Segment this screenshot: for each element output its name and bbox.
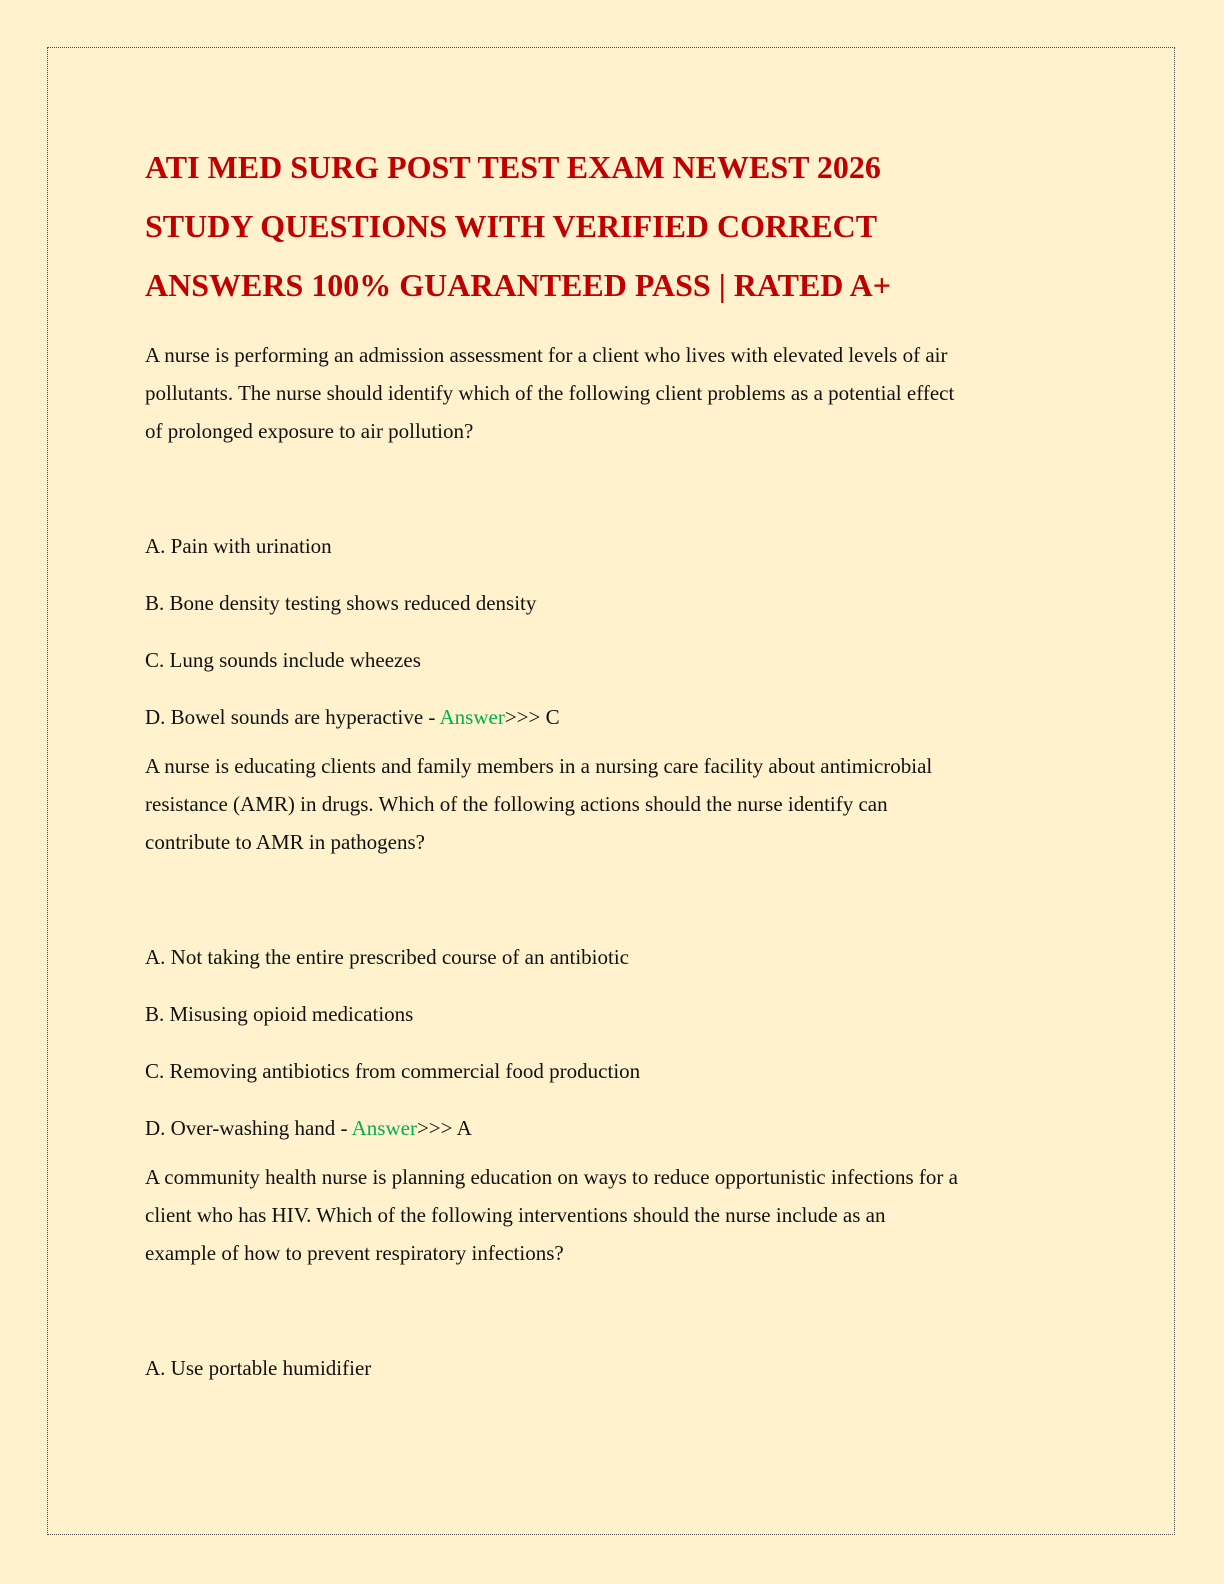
question-1-option-d [145,698,1085,736]
stem-line: pollutants. The nurse should identify which of the following client problems as a potential effect [145,381,955,405]
question-2-option-a: A. Not taking the entire prescribed course of an antibiotic [145,945,630,969]
stem-line: A community health nurse is planning education on ways to reduce opportunistic infections for a [145,1165,958,1189]
title-line-1: ATI MED SURG POST TEST EXAM NEWEST 2026 [145,149,881,185]
stem-line: A nurse is educating clients and family members in a nursing care facility about antimicrobial [145,754,933,778]
title-line-3: ANSWERS 100% GUARANTEED PASS | RATED A+ [145,267,891,303]
option-text: D. Bowel sounds are hyperactive - [145,705,440,729]
stem-line: resistance (AMR) in drugs. Which of the following actions should the nurse identify can [145,792,888,816]
answer-value: >>> C [504,705,560,729]
question-2-option-c: C. Removing antibiotics from commercial food production [145,1059,641,1083]
stem-line: contribute to AMR in pathogens? [145,830,425,854]
question-2-stem [145,747,1085,861]
question-1-option-c: C. Lung sounds include wheezes [145,648,421,672]
document-title [145,138,1085,315]
question-2-option-b: B. Misusing opioid medications [145,1002,414,1026]
question-1-option-b: B. Bone density testing shows reduced density [145,591,537,615]
answer-label: Answer [351,1116,417,1140]
question-3-stem [145,1158,1085,1272]
stem-line: of prolonged exposure to air pollution? [145,419,474,443]
question-1-option-a: A. Pain with urination [145,534,332,558]
stem-line: client who has HIV. Which of the following interventions should the nurse include as an [145,1203,886,1227]
answer-label: Answer [439,705,505,729]
question-2-option-d [145,1109,1085,1147]
stem-line: example of how to prevent respiratory infections? [145,1241,564,1265]
stem-line: A nurse is performing an admission assessment for a client who lives with elevated levels of air [145,343,948,367]
question-3-option-a: A. Use portable humidifier [145,1356,372,1380]
answer-value: >>> A [416,1116,472,1140]
document-body [145,138,1085,1406]
title-line-2: STUDY QUESTIONS WITH VERIFIED CORRECT [145,208,878,244]
option-text: D. Over-washing hand - [145,1116,352,1140]
question-1-stem [145,336,1085,450]
